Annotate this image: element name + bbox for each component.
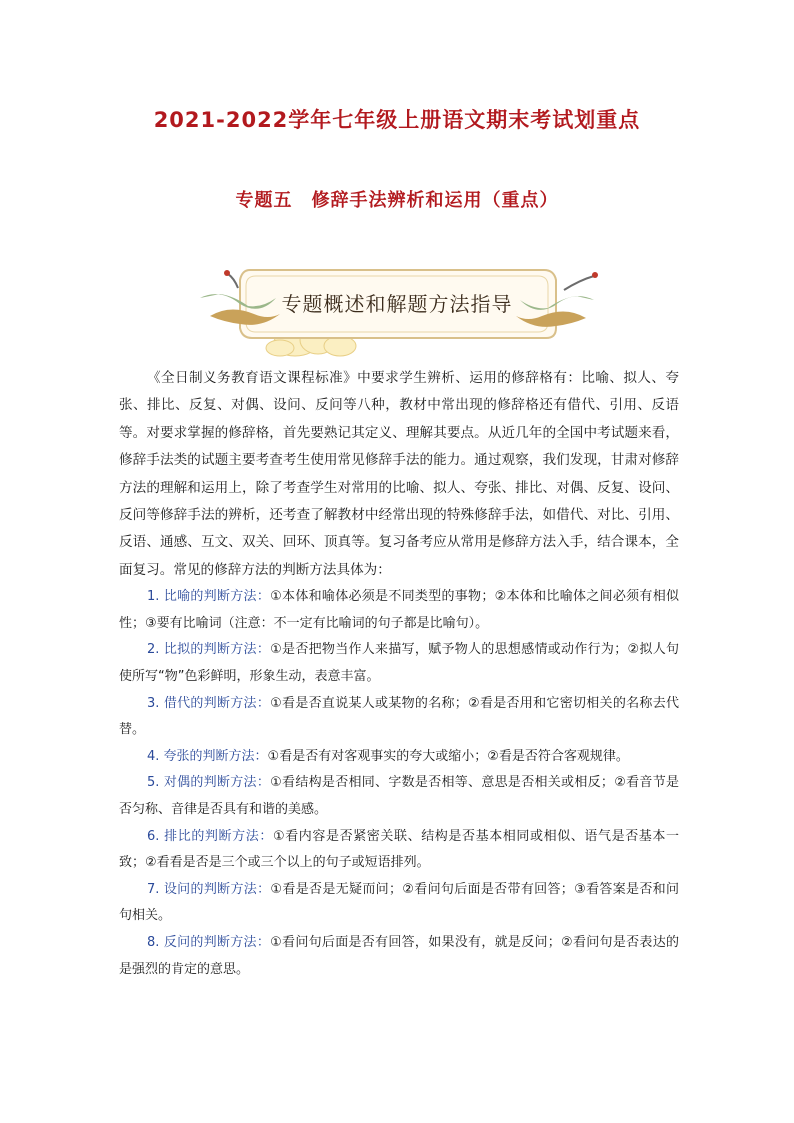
- method-text: ①看是否是无疑而问；②看问句后面是否带有回答；③看答案是否和问句相关。: [119, 881, 679, 924]
- document-subtitle: 专题五 修辞手法辨析和运用（重点）: [235, 190, 559, 211]
- method-label: 1. 比喻的判断方法：: [147, 589, 271, 605]
- method-label: 3. 借代的判断方法：: [147, 695, 271, 711]
- method-label: 4. 夸张的判断方法：: [147, 748, 268, 764]
- method-item: [119, 930, 679, 983]
- document-body: [119, 365, 679, 983]
- method-item: [119, 584, 679, 637]
- method-label: 7. 设问的判断方法：: [147, 881, 271, 897]
- method-item: [119, 877, 679, 930]
- intro-paragraph: 《全日制义务教育语文课程标准》中要求学生辨析、运用的修辞格有：比喻、拟人、夸张、排比、反复、对偶、设问、反问等八种，教材中常出现的修辞格还有借代、引用、反语等。对要求掌握的修辞格，首先要熟记其定义、理解其要点。从近几年的全国中考试题来看，修辞手法类的试题主要考查考生使用常见修辞手法的能力。通过观察，我们发现，甘肃对修辞方法的理解和运用上，除了考查学生对常用的比喻、拟人、夸张、排比、对偶、反复、设问、反问等修辞手法的辨析，还考查了解教材中经常出现的特殊修辞手法，如借代、对比、引用、反语、通感、互文、双关、回环、顶真等。复习备考应从常用是修辞方法入手，结合课本，全面复习。常见的修辞方法的判断方法具体为：: [119, 370, 679, 578]
- method-text: ①看内容是否紧密关联、结构是否基本相同或相似、语气是否基本一致；②看看是否是三个或三个以上的句子或短语排列。: [119, 828, 679, 871]
- method-item: [119, 691, 679, 744]
- method-text: ①本体和喻体必须是不同类型的事物；②本体和比喻体之间必须有相似性；③要有比喻词（注意：不一定有比喻词的句子都是比喻句）。: [119, 589, 679, 631]
- method-item: [119, 824, 679, 877]
- method-item: [119, 637, 679, 690]
- method-label: 6. 排比的判断方法：: [147, 828, 273, 844]
- method-item: [119, 770, 679, 823]
- method-label: 8. 反问的判断方法：: [147, 934, 271, 950]
- banner-title: 专题概述和解题方法指导: [281, 292, 513, 316]
- method-label: 2. 比拟的判断方法：: [147, 642, 271, 658]
- method-text: ①是否把物当作人来描写，赋予物人的思想感情或动作行为；②拟人句使所写“物”色彩鲜明，形象生动，表意丰富。: [119, 642, 679, 685]
- method-item: [119, 744, 679, 771]
- method-label: 5. 对偶的判断方法：: [147, 775, 271, 791]
- method-text: ①看问句后面是否有回答，如果没有，就是反问；②看问句是否表达的是强烈的肯定的意思。: [119, 934, 679, 977]
- method-text: ①看是否直说某人或某物的名称；②看是否用和它密切相关的名称去代替。: [119, 695, 679, 738]
- document-title: 2021-2022学年七年级上册语文期末考试划重点: [153, 108, 641, 132]
- method-text: ①看是否有对客观事实的夸大或缩小；②看是否符合客观规律。: [267, 748, 629, 764]
- method-text: ①看结构是否相同、字数是否相等、意思是否相关或相反；②看音节是否匀称、音律是否具有和谐的美感。: [119, 775, 679, 817]
